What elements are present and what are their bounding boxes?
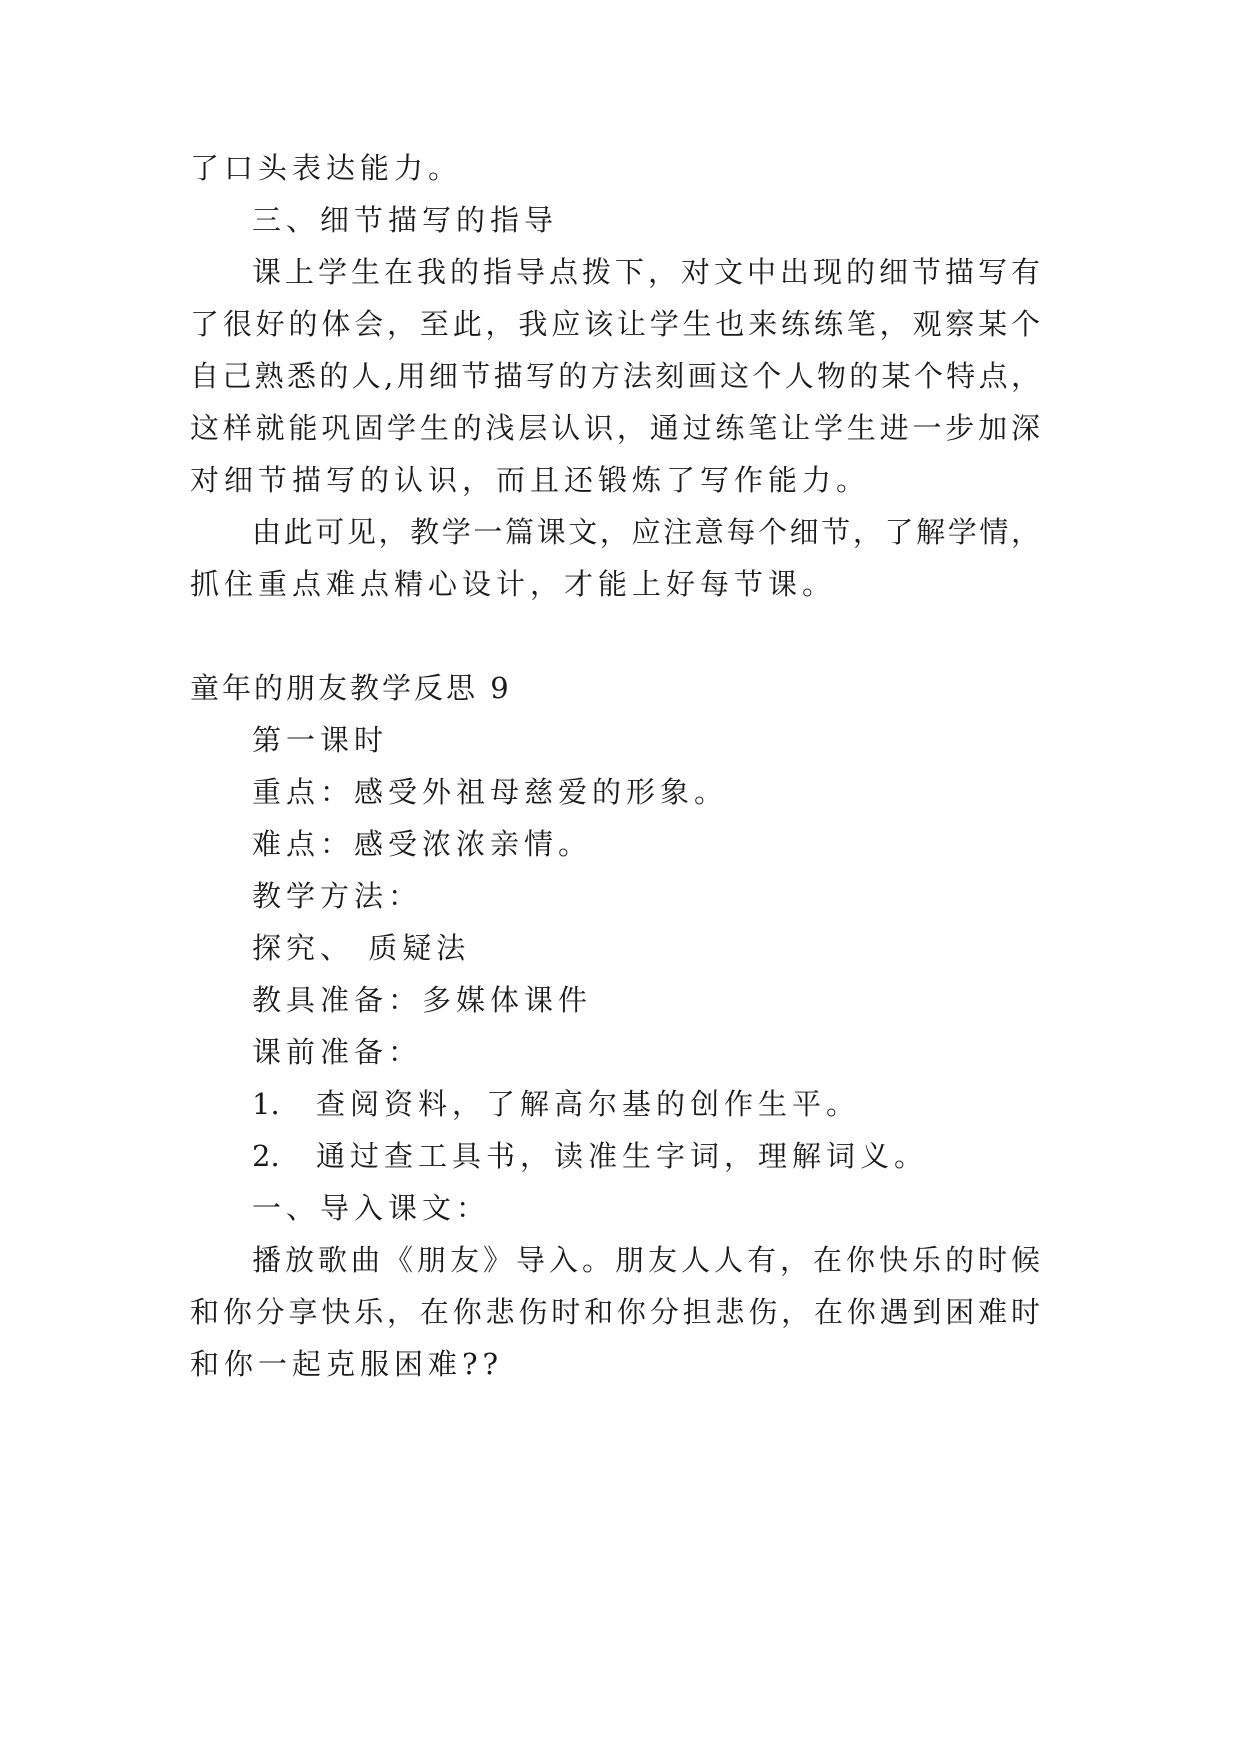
paragraph-line: 和你分享快乐，在你悲伤时和你分担悲伤，在你遇到困难时 — [190, 1295, 1042, 1329]
paragraph-line: 和你一起克服困难?? — [190, 1347, 504, 1381]
teaching-method-label: 教学方法： — [252, 879, 423, 913]
paragraph-line: 了口头表达能力。 — [190, 151, 463, 185]
list-item — [252, 1084, 860, 1124]
section-heading: 一、导入课文： — [252, 1191, 491, 1225]
list-number: 2. — [252, 1139, 280, 1173]
list-number: 1. — [252, 1087, 280, 1121]
list-item — [252, 1136, 928, 1176]
key-point: 重点：感受外祖母慈爱的形象。 — [252, 775, 729, 809]
teaching-method: 探究、 质疑法 — [252, 931, 471, 965]
paragraph-line: 课上学生在我的指导点拨下，对文中出现的细节描写有 — [252, 255, 1042, 289]
paragraph-line: 抓住重点难点精心设计，才能上好每节课。 — [190, 567, 837, 601]
list-item-text: 查阅资料，了解高尔基的创作生平。 — [316, 1087, 861, 1121]
lesson-label: 第一课时 — [252, 723, 389, 757]
preparation-label: 课前准备： — [252, 1035, 423, 1069]
teaching-aids: 教具准备：多媒体课件 — [252, 983, 593, 1017]
paragraph-line: 对细节描写的认识，而且还锻炼了写作能力。 — [190, 463, 871, 497]
difficulty-point: 难点：感受浓浓亲情。 — [252, 827, 593, 861]
article-title: 童年的朋友教学反思 9 — [190, 671, 512, 705]
section-heading: 三、细节描写的指导 — [252, 203, 559, 237]
paragraph-line: 了很好的体会，至此，我应该让学生也来练练笔，观察某个 — [190, 307, 1042, 341]
paragraph-line: 这样就能巩固学生的浅层认识，通过练笔让学生进一步加深 — [190, 411, 1042, 445]
list-item-text: 通过查工具书，读准生字词，理解词义。 — [316, 1139, 929, 1173]
paragraph-line: 自己熟悉的人,用细节描写的方法刻画这个人物的某个特点， — [190, 359, 1042, 393]
paragraph-line: 由此可见，教学一篇课文，应注意每个细节，了解学情， — [252, 515, 1042, 549]
paragraph-line: 播放歌曲《朋友》导入。朋友人人有，在你快乐的时候 — [252, 1243, 1042, 1277]
